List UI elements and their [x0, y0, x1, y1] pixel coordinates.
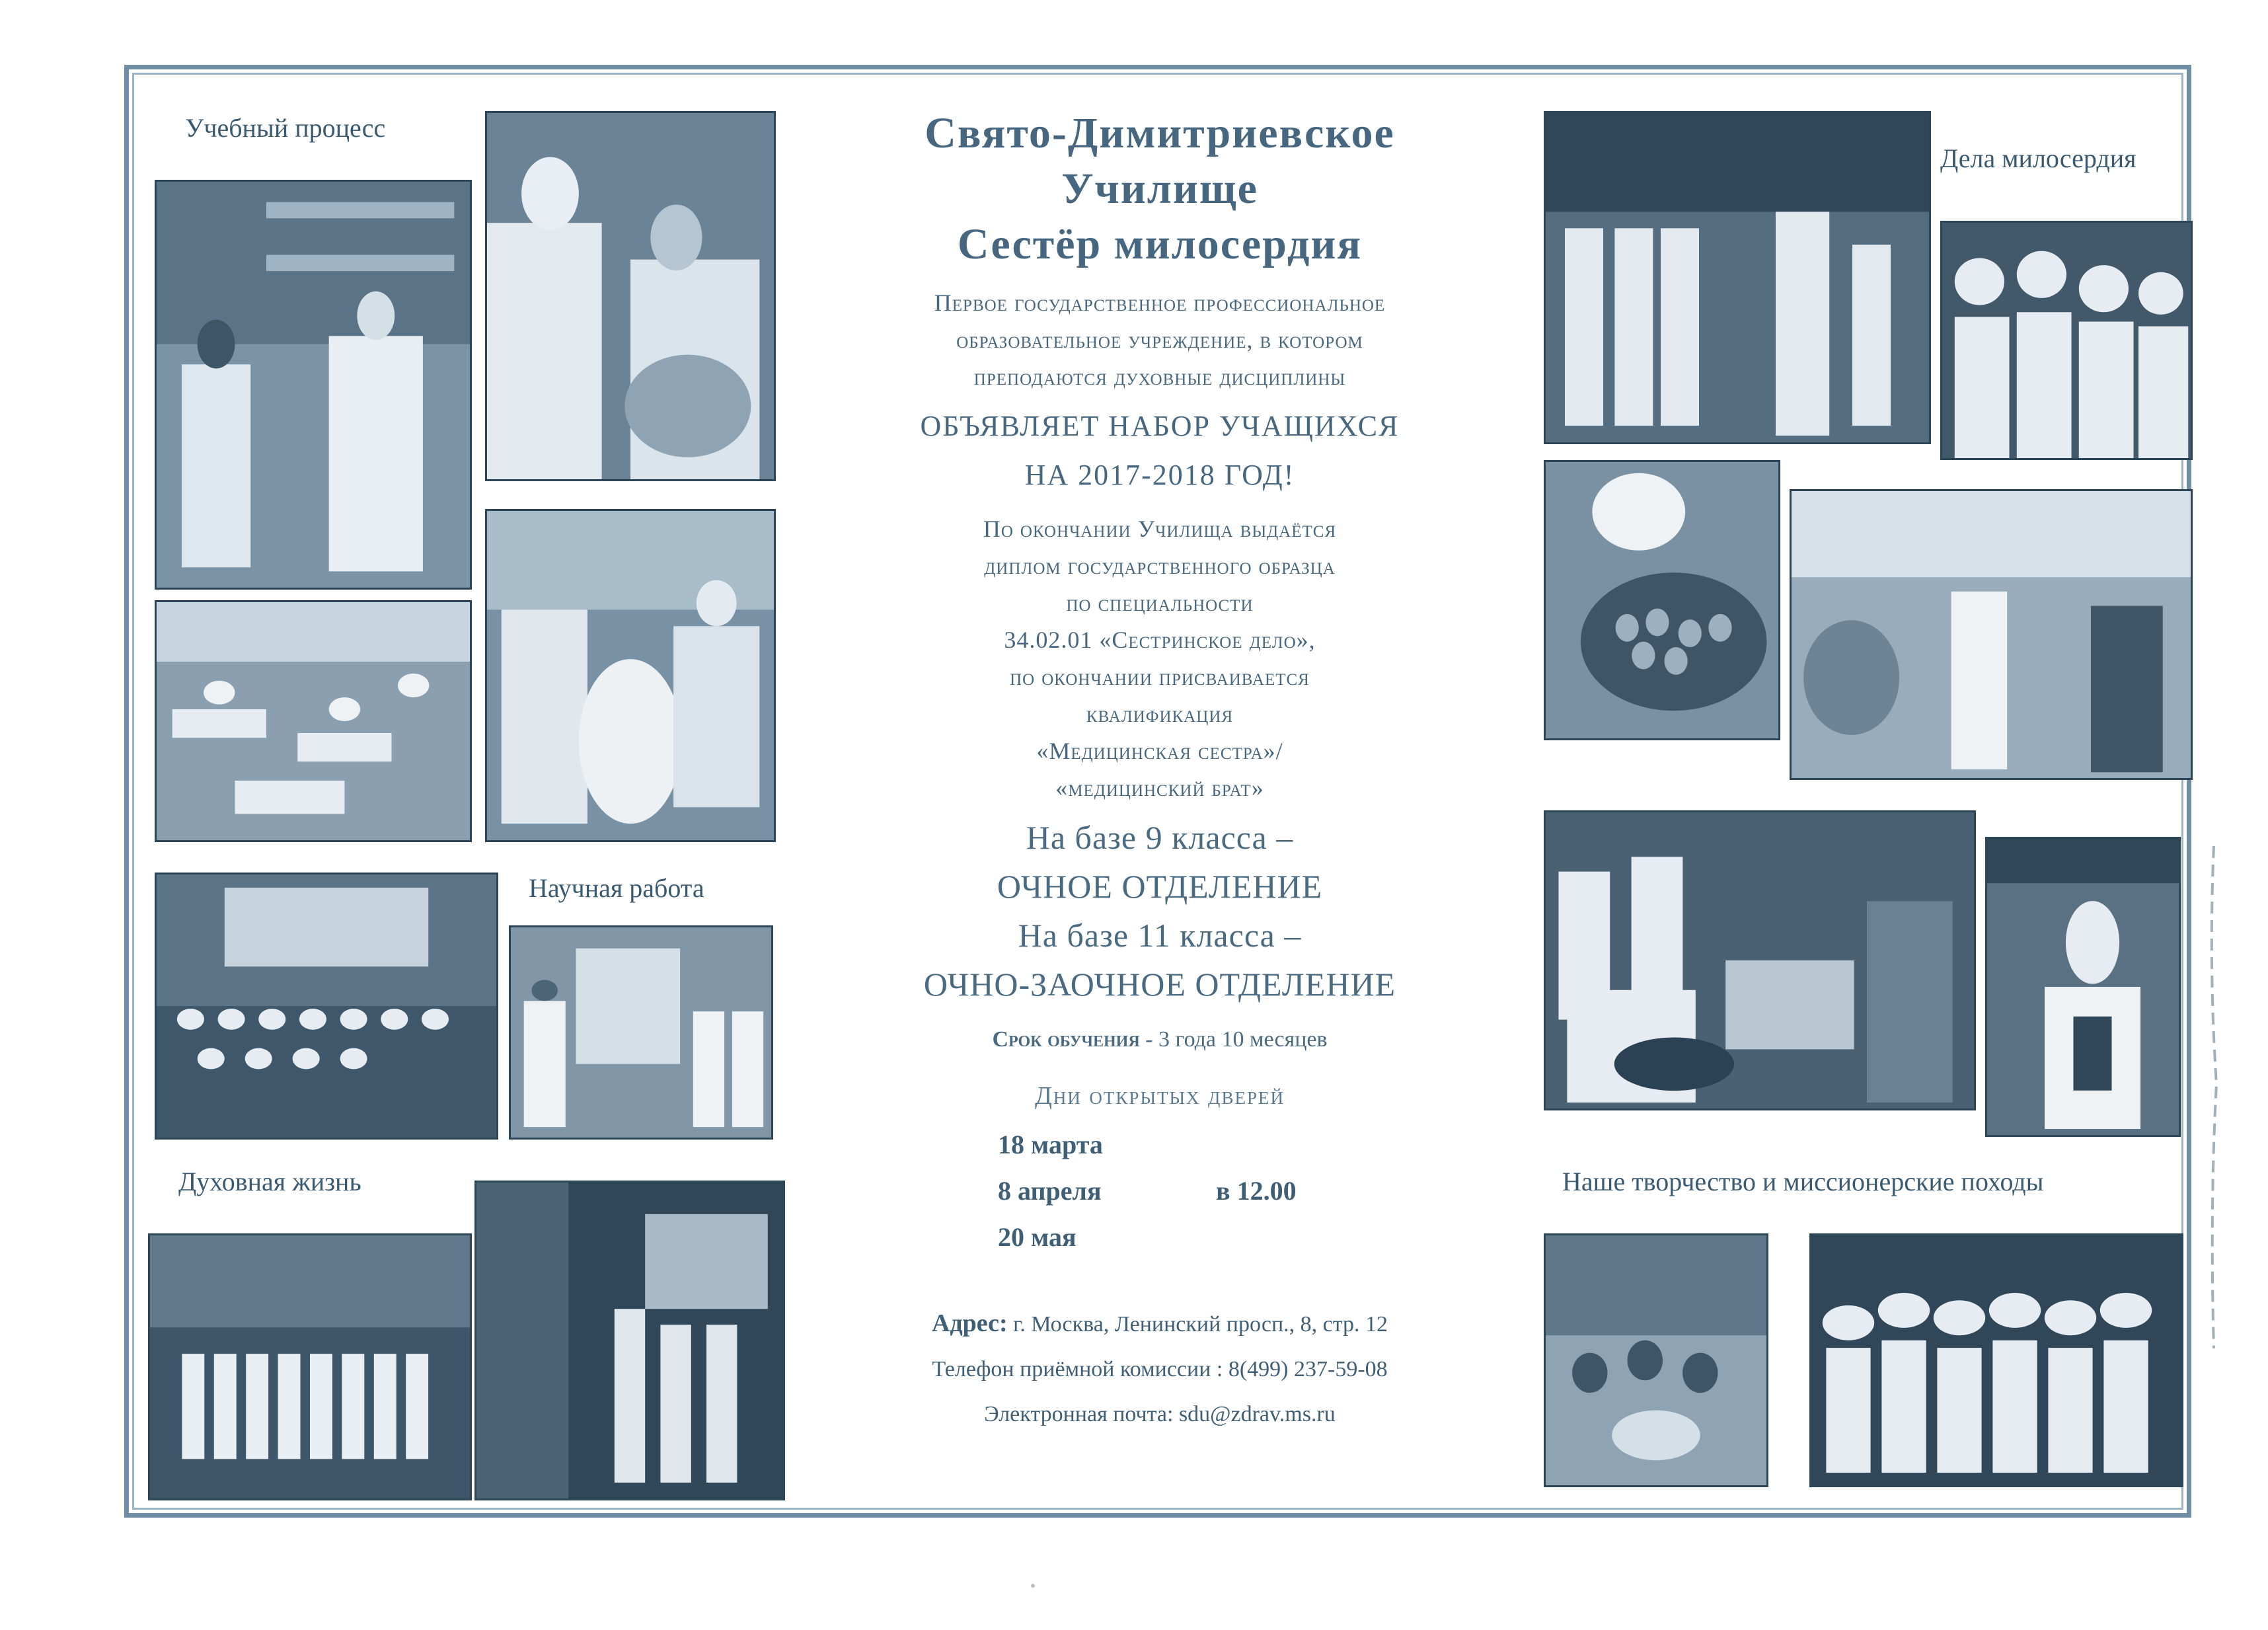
- diploma-line5: по окончании присваивается: [1010, 664, 1310, 690]
- diploma-line2: диплом государственного образца: [984, 553, 1336, 579]
- study-term-value: - 3 года 10 месяцев: [1139, 1027, 1328, 1052]
- handwritten-margin-mark: [2194, 846, 2234, 1348]
- caption-science: Научная работа: [529, 873, 704, 903]
- phone-line: Телефон приёмной комиссии : 8(499) 237-59-08: [932, 1357, 1388, 1381]
- photo-conference-hall: [155, 873, 498, 1140]
- address-line: [813, 1307, 1507, 1340]
- diploma-line4: 34.02.01 «Сестринское дело»,: [1004, 627, 1316, 653]
- announcement-text: [813, 106, 1507, 1430]
- photo-hospital-visit: [1790, 489, 2193, 780]
- open-day-time: в 12.00: [1216, 1176, 1297, 1206]
- open-days-dates: [813, 1129, 1507, 1294]
- diploma-line6: квалификация: [1086, 701, 1234, 727]
- study-term: [813, 1027, 1507, 1052]
- subtitle-line2: образовательное учреждение, в котором: [956, 327, 1363, 353]
- enrollment-line1: ОБЪЯВЛЯЕТ НАБОР УЧАЩИХСЯ: [920, 410, 1400, 442]
- address-value: г. Москва, Ленинский просп., 8, стр. 12: [1007, 1312, 1388, 1337]
- photo-sisters-practice: [485, 111, 776, 481]
- photo-teacher-lab: [155, 180, 472, 590]
- scan-speck: [1031, 1584, 1035, 1588]
- photo-campfire: [1544, 1233, 1768, 1487]
- open-day-date: 8 апреля: [998, 1176, 1102, 1206]
- email-line: Электронная почта: sdu@zdrav.ms.ru: [984, 1402, 1336, 1426]
- caption-mercy: Дела милосердия: [1940, 143, 2136, 173]
- program-line2: ОЧНОЕ ОТДЕЛЕНИЕ: [997, 868, 1323, 905]
- caption-study: Учебный процесс: [185, 113, 386, 143]
- subtitle-line3: преподаются духовные дисциплины: [973, 364, 1346, 390]
- open-day-date: 18 марта: [998, 1130, 1103, 1159]
- program-line3: На базе 11 класса –: [1018, 917, 1302, 954]
- open-days-title: Дни открытых дверей: [1035, 1082, 1285, 1110]
- school-title-line1: Свято-Димитриевское: [925, 109, 1395, 157]
- photo-science-stand: [509, 925, 773, 1140]
- caption-spiritual: Духовная жизнь: [178, 1167, 361, 1196]
- diploma-line1: По окончании Училища выдаётся: [983, 516, 1337, 542]
- photo-church-service: [474, 1181, 785, 1500]
- address-label: Адрес:: [932, 1309, 1008, 1337]
- diploma-line3: по специальности: [1066, 590, 1254, 616]
- photo-sisters-group: [1940, 221, 2193, 460]
- enrollment-line2: НА 2017-2018 ГОД!: [1024, 459, 1295, 491]
- photo-choir: [148, 1233, 472, 1500]
- caption-creativity: Наше творчество и миссионерские походы: [1562, 1167, 2044, 1196]
- school-title-line3: Сестёр милосердия: [957, 220, 1363, 268]
- photo-basket: [1544, 460, 1780, 740]
- photo-group-singing: [1809, 1233, 2183, 1487]
- diploma-line7: «Медицинская сестра»/: [1036, 738, 1283, 764]
- program-line4: ОЧНО-ЗАОЧНОЕ ОТДЕЛЕНИЕ: [923, 966, 1396, 1003]
- study-term-label: Срок обучения: [992, 1027, 1140, 1052]
- open-day-date: 20 мая: [998, 1222, 1077, 1252]
- photo-sister-portrait: [1985, 837, 2181, 1137]
- photo-priest-sisters: [1544, 111, 1931, 444]
- photo-patient-care: [485, 509, 776, 842]
- subtitle-line1: Первое государственное профессиональное: [934, 290, 1386, 316]
- diploma-line8: «медицинский брат»: [1055, 775, 1264, 801]
- program-line1: На базе 9 класса –: [1026, 819, 1294, 856]
- photo-classroom: [155, 600, 472, 842]
- photo-guitar-concert: [1544, 810, 1976, 1110]
- school-title-line2: Училище: [1061, 165, 1258, 213]
